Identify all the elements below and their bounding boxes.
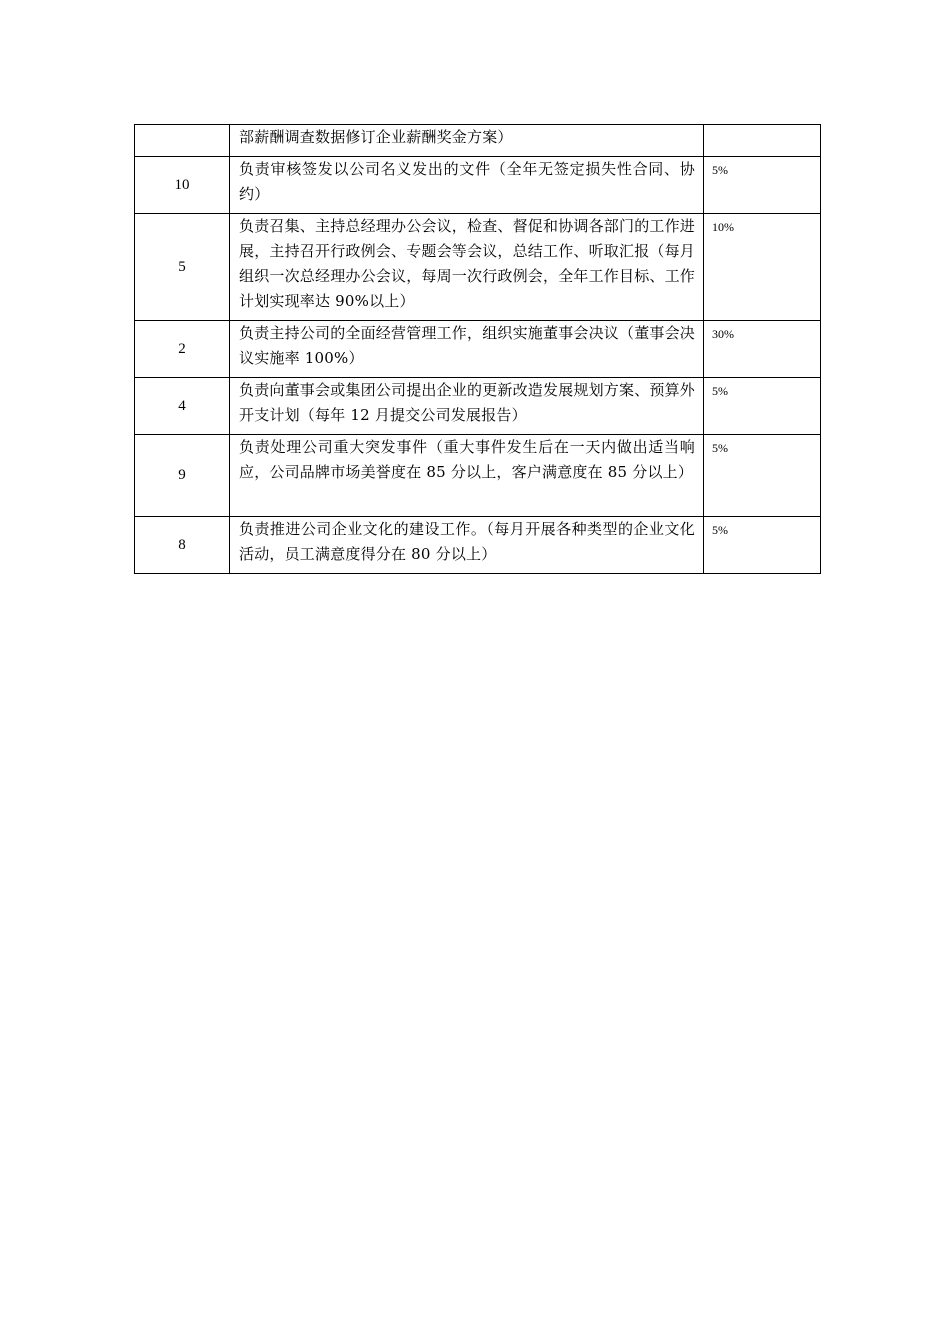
row-number: 10	[135, 157, 230, 214]
table-row	[135, 125, 821, 157]
row-number: 4	[135, 378, 230, 435]
duty-description: 负责主持公司的全面经营管理工作，组织实施董事会决议（董事会决议实施率 100%）	[230, 321, 704, 378]
weight-percentage: 5%	[704, 157, 821, 214]
duty-description: 负责审核签发以公司名义发出的文件（全年无签定损失性合同、协约）	[230, 157, 704, 214]
table-row	[135, 214, 821, 321]
weight-percentage: 5%	[704, 435, 821, 517]
weight-percentage: 30%	[704, 321, 821, 378]
duty-description: 负责推进公司企业文化的建设工作。（每月开展各种类型的企业文化活动，员工满意度得分在 80 分以上）	[230, 517, 704, 574]
weight-percentage: 5%	[704, 517, 821, 574]
duties-table	[134, 124, 821, 574]
duty-description: 负责向董事会或集团公司提出企业的更新改造发展规划方案、预算外开支计划（每年 12 月提交公司发展报告）	[230, 378, 704, 435]
row-number: 2	[135, 321, 230, 378]
weight-percentage: 10%	[704, 214, 821, 321]
duty-description: 负责处理公司重大突发事件（重大事件发生后在一天内做出适当响应，公司品牌市场美誉度在 85 分以上，客户满意度在 85 分以上）	[230, 435, 704, 517]
duty-description: 负责召集、主持总经理办公会议，检查、督促和协调各部门的工作进展，主持召开行政例会、专题会等会议，总结工作、听取汇报（每月组织一次总经理办公会议，每周一次行政例会，全年工作目标、工作计划实现率达 90%以上）	[230, 214, 704, 321]
table-row	[135, 157, 821, 214]
row-number: 5	[135, 214, 230, 321]
table-row	[135, 378, 821, 435]
weight-percentage	[704, 125, 821, 157]
table-row	[135, 435, 821, 517]
row-number: 9	[135, 435, 230, 517]
row-number	[135, 125, 230, 157]
table-row	[135, 517, 821, 574]
duty-description: 部薪酬调查数据修订企业薪酬奖金方案）	[230, 125, 704, 157]
table-row	[135, 321, 821, 378]
row-number: 8	[135, 517, 230, 574]
weight-percentage: 5%	[704, 378, 821, 435]
